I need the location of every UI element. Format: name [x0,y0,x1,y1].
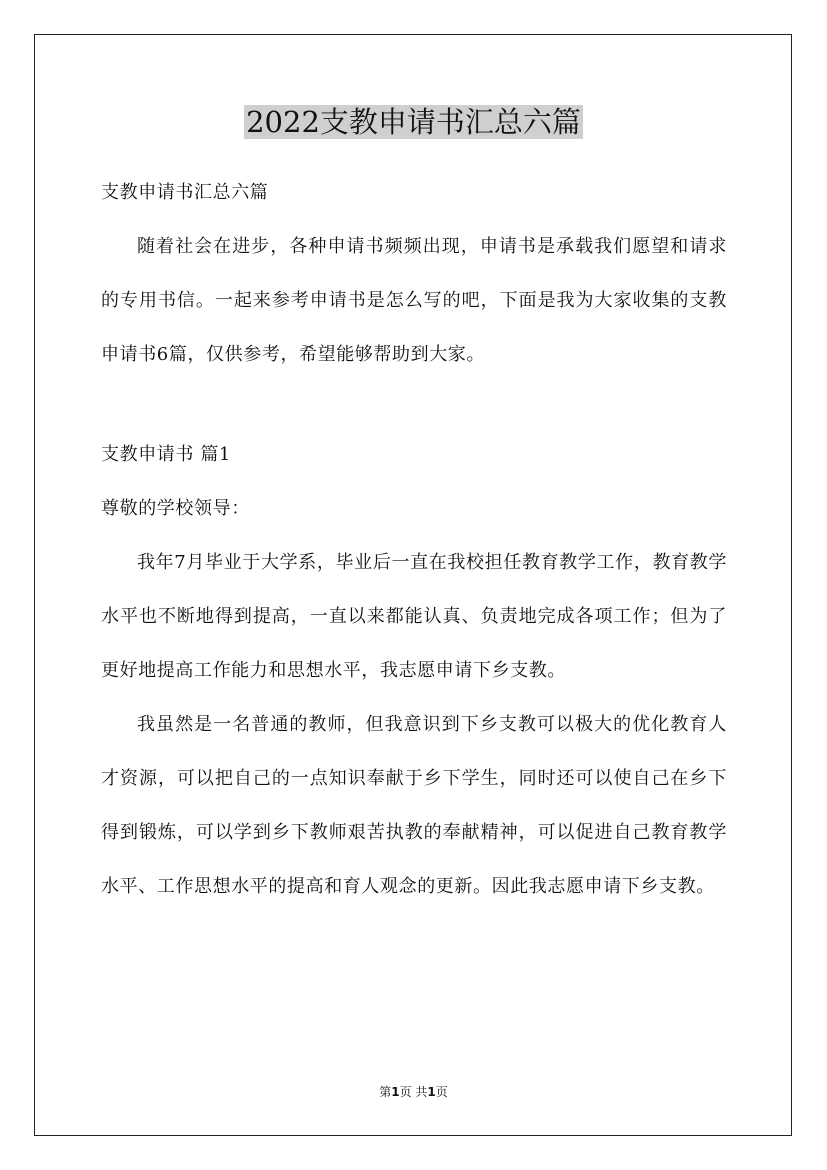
footer-page-suffix: 页 [435,1085,448,1099]
body-paragraph-2: 我虽然是一名普通的教师，但我意识到下乡支教可以极大的优化教育人才资源，可以把自己的一点知识奉献于乡下学生，同时还可以使自己在乡下得到锻炼，可以学到乡下教师艰苦执教的奉献精神，可以促进自己教育教学水平、工作思想水平的提高和育人观念的更新。因此我志愿申请下乡支教。 [101,714,727,897]
footer-page-mid: 页 共 [399,1085,428,1099]
footer-page-total: 1 [427,1085,436,1099]
document-body [101,166,727,914]
document-subtitle: 支教申请书汇总六篇 [101,182,269,203]
page-footer [0,1084,827,1100]
salutation: 尊敬的学校领导： [101,498,250,519]
footer-page-number: 1 [391,1085,400,1099]
intro-paragraph: 随着社会在进步，各种申请书频频出现，申请书是承载我们愿望和请求的专用书信。一起来参考申请书是怎么写的吧，下面是我为大家收集的支教申请书6篇，仅供参考，希望能够帮助到大家。 [101,236,727,365]
document-title [0,102,827,142]
body-paragraph-1: 我年7月毕业于大学系，毕业后一直在我校担任教育教学工作，教育教学水平也不断地得到提高，一直以来都能认真、负责地完成各项工作；但为了更好地提高工作能力和思想水平，我志愿申请下乡支教。 [101,552,727,681]
section-heading: 支教申请书 篇1 [101,444,231,465]
document-title-text: 2022支教申请书汇总六篇 [246,105,581,139]
footer-page-prefix: 第 [379,1085,392,1099]
